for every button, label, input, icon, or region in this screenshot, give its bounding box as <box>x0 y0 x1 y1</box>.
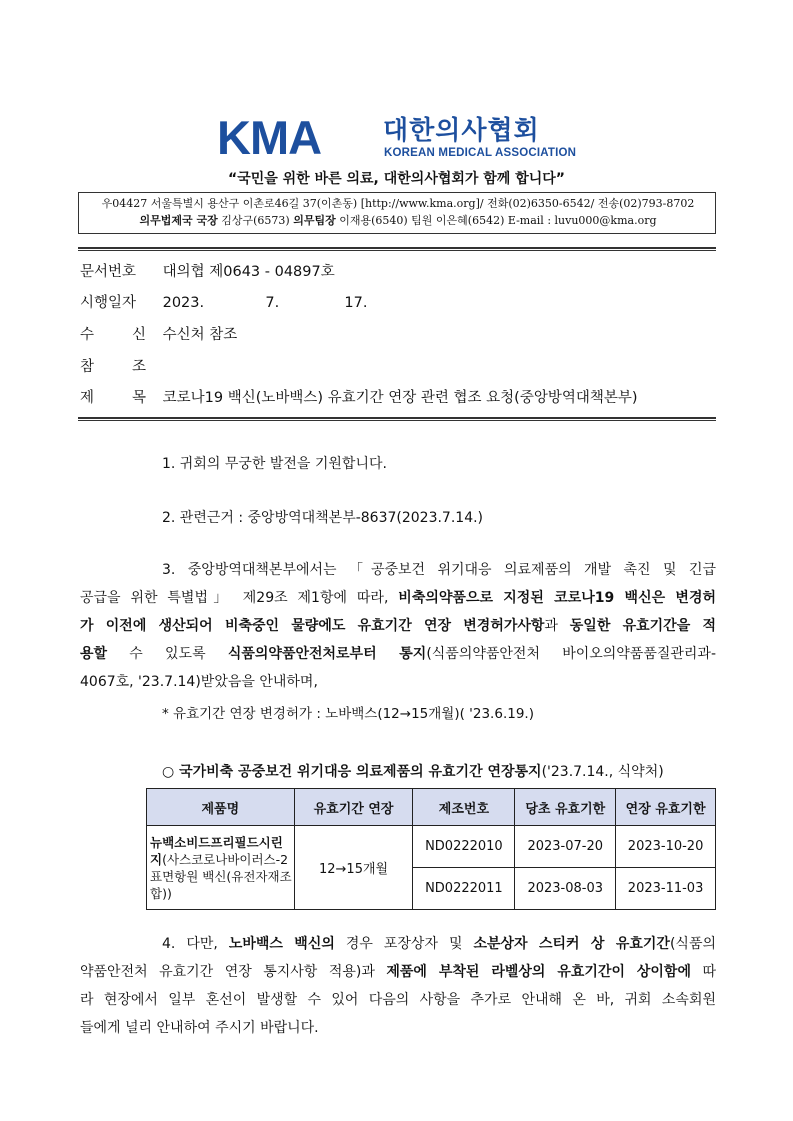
paragraph-2: 2. 관련근거 : 중앙방역대책본부-8637(2023.7.14.) <box>162 510 484 526</box>
p4-line-3: 라 현장에서 일부 혼선이 발생할 수 있어 다음의 사항을 추가로 안내해 온 바, 귀회 소속회원 <box>80 992 716 1008</box>
subject: 코로나19 백신(노바백스) 유효기간 연장 관련 협조 요청(중앙방역대책본부) <box>162 390 638 406</box>
subject-label: 제 목 <box>80 390 146 406</box>
extended-expiry-cell: 2023-10-20 <box>616 826 716 868</box>
logo-korean: 대한의사협회 <box>383 116 540 146</box>
p3-line-1: 3. 중앙방역대책본부에서는 「공중보건 위기대응 의료제품의 개발 촉진 및 긴급 <box>162 562 716 578</box>
paragraph-1: 1. 귀회의 무궁한 발전을 기원합니다. <box>162 456 387 472</box>
p4-line-2: 약품안전처 유효기간 연장 통지사항 적용)과 제품에 부착된 라벨상의 유효기간이 상이함에 따 <box>80 964 716 980</box>
leader-info: 이재용(6540) 팀원 이은혜(6542) E-mail : luvu000@kma.org <box>339 214 657 227</box>
divider-top <box>78 247 716 251</box>
header-original-expiry: 당초 유효기한 <box>515 789 616 826</box>
product-description: (사스코로나바이러스-2 표면항원 백신(유전자재조합)) <box>150 851 292 901</box>
divider-bottom <box>78 417 716 421</box>
recipient: 수신처 참조 <box>162 327 238 343</box>
contact-line <box>79 213 717 228</box>
table-title: ○ 국가비축 공중보건 위기대응 의료제품의 유효기간 연장통지('23.7.14., 식약처) <box>162 764 664 780</box>
original-expiry-cell: 2023-07-20 <box>515 826 616 868</box>
product-name: 뉴백소비드프리필드시린지 <box>150 834 283 867</box>
address-box <box>78 192 716 234</box>
product-name-cell <box>147 826 295 910</box>
extension-cell: 12→15개월 <box>294 826 413 910</box>
paragraph-3 <box>80 556 716 696</box>
p3-line-3: 가 이전에 생산되어 비축중인 물량에도 유효기간 연장 변경허가사항과 동일한 유효기간을 적 <box>80 618 716 634</box>
doc-number-row <box>80 262 335 282</box>
recipient-label: 수 신 <box>80 327 146 343</box>
leader-label: 의무팀장 <box>293 214 336 227</box>
header-extended-expiry: 연장 유효기한 <box>616 789 716 826</box>
paragraph-4 <box>80 930 716 1042</box>
reference-row <box>80 357 158 377</box>
date-month: 7. <box>265 295 280 311</box>
doc-number: 대의협 제0643 - 04897호 <box>162 264 335 280</box>
date-day: 17. <box>344 295 368 311</box>
extended-expiry-cell: 2023-11-03 <box>616 868 716 910</box>
original-expiry-cell: 2023-08-03 <box>515 868 616 910</box>
lot-cell: ND0222010 <box>413 826 515 868</box>
footnote: * 유효기간 연장 변경허가 : 노바백스(12→15개월)( '23.6.19.) <box>162 706 534 722</box>
director-label: 의무법제국 국장 <box>139 214 218 227</box>
table-header-row <box>147 789 716 826</box>
director-name: 김상구(6573) <box>221 214 290 227</box>
p3-line-4: 용할 수 있도록 식품의약품안전처로부터 통지(식품의약품안전처 바이오의약품품질관리과- <box>80 646 717 662</box>
recipient-row <box>80 325 237 345</box>
header-lot: 제조번호 <box>413 789 515 826</box>
table-row <box>147 826 716 868</box>
date-label: 시행일자 <box>80 295 137 311</box>
p4-line-4: 들에게 널리 안내하여 주시기 바랍니다. <box>80 1020 319 1036</box>
logo-letters: KMA <box>217 111 322 164</box>
header-extension: 유효기간 연장 <box>294 789 413 826</box>
lot-cell: ND0222011 <box>413 868 515 910</box>
product-table <box>146 788 716 910</box>
slogan: “국민을 위한 바른 의료, 대한의사협회가 함께 합니다” <box>228 171 565 187</box>
kma-logo <box>217 111 577 164</box>
address-line: 우04427 서울특별시 용산구 이촌로46길 37(이촌동) [http://www.kma.org]/ 전화(02)6350-6542/ 전송(02)793-8702 <box>101 197 695 210</box>
logo-english: KOREAN MEDICAL ASSOCIATION <box>384 147 577 159</box>
subject-row <box>80 388 638 408</box>
p3-line-2: 공급을 위한 특별법」 제29조 제1항에 따라, 비축의약품으로 지정된 코로나19 백신은 변경허 <box>80 590 717 606</box>
p3-line-5: 4067호, '23.7.14)받았음을 안내하며, <box>80 674 318 690</box>
header-product: 제품명 <box>147 789 295 826</box>
doc-number-label: 문서번호 <box>80 264 137 280</box>
date-year: 2023. <box>162 295 205 311</box>
p4-line-1: 4. 다만, 노바백스 백신의 경우 포장상자 및 소분상자 스티커 상 유효기간(식품의 <box>162 936 717 952</box>
reference-label: 참 조 <box>80 359 146 375</box>
date-row <box>80 293 367 313</box>
